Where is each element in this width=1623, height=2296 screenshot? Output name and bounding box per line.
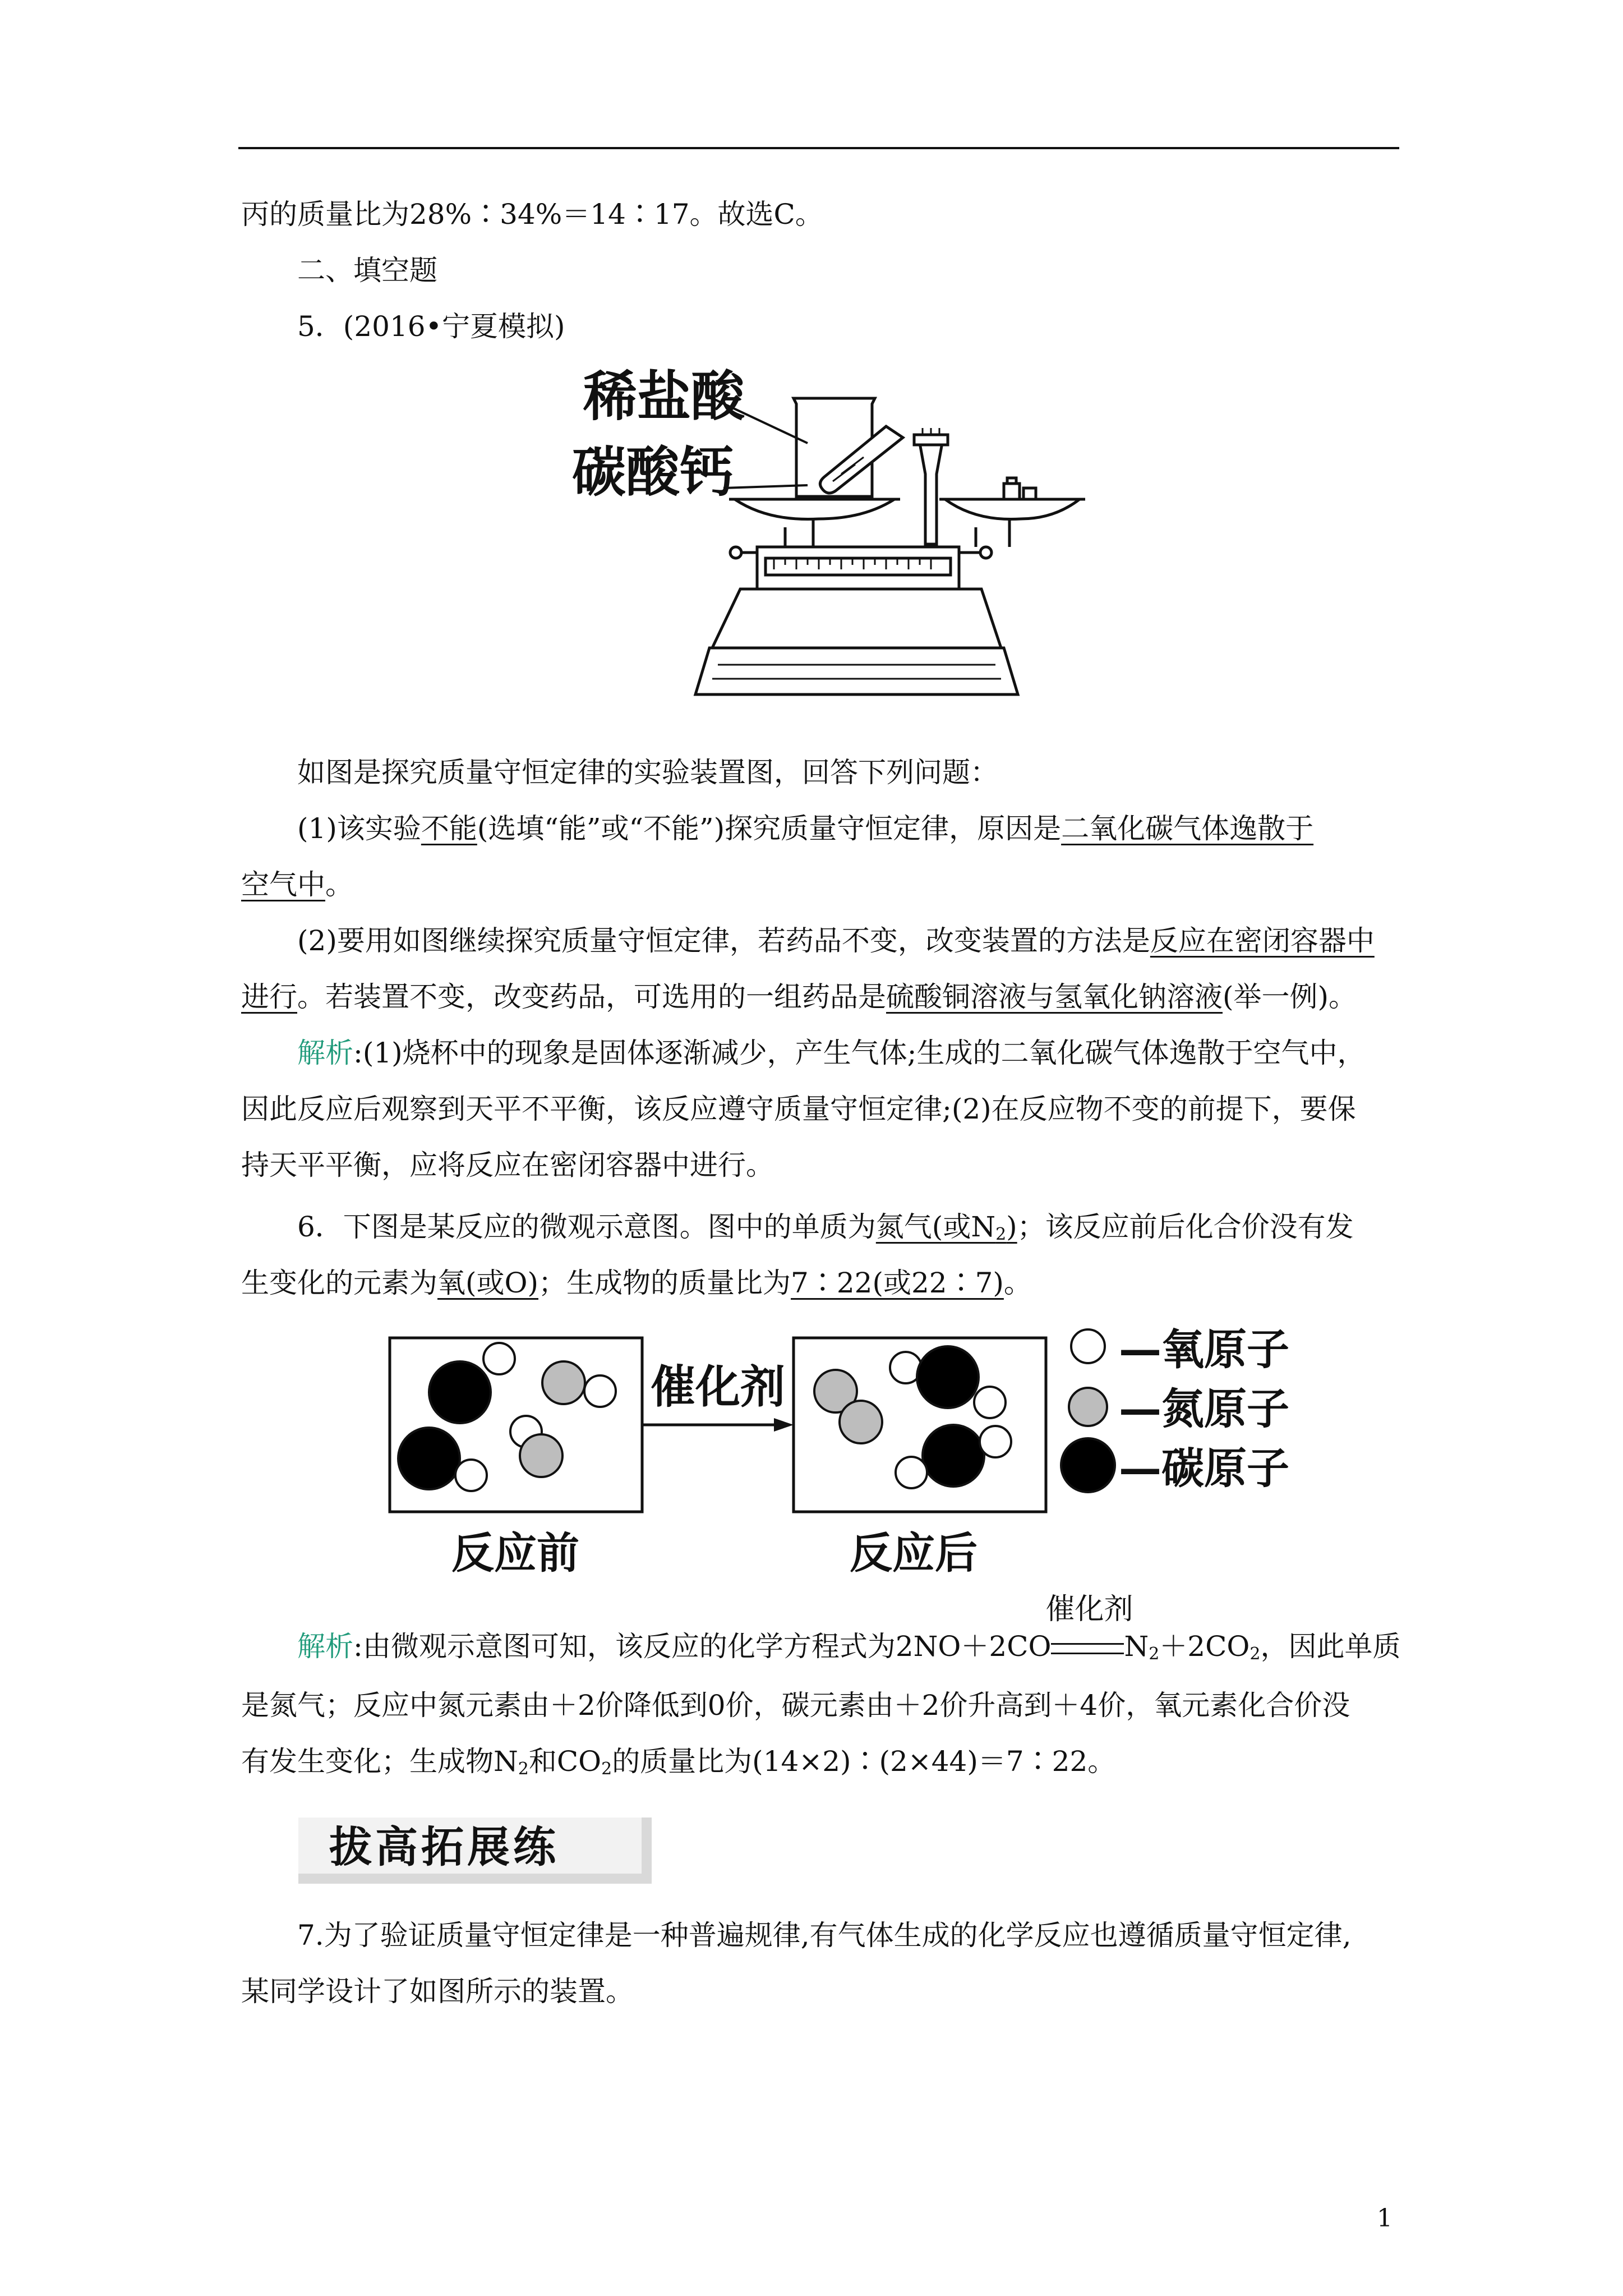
answer-reason-b: 空气中 (241, 868, 325, 901)
legend-nitrogen: —氮原子 (1119, 1384, 1289, 1434)
catalyst-label: 催化剂 (651, 1361, 785, 1413)
q6-line2: 生变化的元素为氧(或O)；生成物的质量比为7∶22(或22∶7)。 (241, 1267, 1032, 1299)
text-line-1: 丙的质量比为28%∶34%＝14∶17。故选C。 (241, 198, 823, 231)
balance-figure (572, 359, 1122, 701)
analysis-label-2: 解析 (297, 1630, 353, 1663)
q5-part2-line1: (2)要用如图继续探究质量守恒定律，若药品不变，改变装置的方法是反应在密闭容器中 (297, 924, 1375, 957)
q7-line2: 某同学设计了如图所示的装置。 (241, 1975, 634, 2008)
q5-part1-line2: 空气中。 (241, 868, 353, 901)
answer-method-a: 反应在密闭容器中 (1150, 924, 1375, 957)
q5-analysis-line2: 因此反应后观察到天平不平衡，该反应遵守质量守恒定律;(2)在反应物不变的前提下，要保 (241, 1093, 1356, 1125)
analysis-label: 解析 (297, 1037, 353, 1069)
oxygen-atom-marker (1071, 1329, 1105, 1363)
legend-carbon: —碳原子 (1119, 1443, 1289, 1493)
legend-markers (1061, 1329, 1115, 1492)
page-number: 1 (1377, 2204, 1393, 2233)
before-molecules (398, 1343, 616, 1491)
answer-reason-a: 二氧化碳气体逸散于 (1061, 812, 1314, 845)
section-banner (298, 1818, 652, 1884)
banner-title: 拔高拓展练 (329, 1822, 559, 1872)
header-rule (238, 147, 1399, 149)
q5-part1-line1: (1)该实验不能(选填“能”或“不能”)探究质量守恒定律，原因是二氧化碳气体逸散于 (297, 812, 1314, 845)
after-label: 反应后 (850, 1528, 978, 1576)
legend-oxygen: —氧原子 (1119, 1324, 1289, 1374)
q5-part2-line2: 进行。若装置不变，改变药品，可选用的一组药品是硫酸铜溶液与氢氧化钠溶液(举一例)。 (241, 981, 1357, 1013)
answer-reagents: 硫酸铜溶液与氢氧化钠溶液 (886, 981, 1223, 1013)
q5-analysis-line1: 解析:(1)烧杯中的现象是固体逐渐减少，产生气体;生成的二氧化碳气体逸散于空气中， (297, 1037, 1366, 1069)
answer-method-b: 进行 (241, 981, 297, 1013)
q6-analysis-line2: 是氮气；反应中氮元素由＋2价降低到0价，碳元素由＋2价升高到＋4价，氧元素化合价没 (241, 1689, 1350, 1722)
label-dilute-hcl: 稀盐酸 (583, 365, 745, 428)
answer-mass-ratio: 7∶22(或22∶7) (791, 1267, 1004, 1299)
equation-arrow: 催化剂 (1051, 1630, 1124, 1663)
q6-analysis-line1: 解析:由微观示意图可知，该反应的化学方程式为2NO＋2CO 催化剂 $N_2+2CO_2$，因此单质 (297, 1593, 1401, 1664)
label-calcium-carbonate: 碳酸钙 (572, 441, 734, 504)
reaction-diagram (387, 1318, 1318, 1576)
answer-element: 氮气(或$N_2$) (875, 1211, 1017, 1244)
carbon-atom-marker (1061, 1438, 1115, 1492)
question-5-header: 5．(2016•宁夏模拟) (297, 310, 565, 343)
q5-analysis-line3: 持天平平衡，应将反应在密闭容器中进行。 (241, 1149, 774, 1181)
q5-intro: 如图是探究质量守恒定律的实验装置图，回答下列问题： (297, 756, 998, 789)
answer-oxygen: 氧(或O) (437, 1267, 539, 1299)
section-heading: 二、填空题 (297, 254, 437, 287)
after-molecules (814, 1346, 1011, 1488)
nitrogen-atom-marker (1069, 1388, 1107, 1426)
before-label: 反应前 (451, 1528, 579, 1576)
q6-line1: 6．下图是某反应的微观示意图。图中的单质为氮气(或$N_2$)；该反应前后化合价没有发 (297, 1211, 1354, 1244)
answer-cannot: 不能 (421, 812, 477, 845)
q7-line1: 7.为了验证质量守恒定律是一种普遍规律,有气体生成的化学反应也遵循质量守恒定律, (297, 1919, 1352, 1952)
q6-analysis-line3: 有发生变化；生成物$N_2$和$CO_2$的质量比为(14×2)∶(2×44)＝7∶22。 (241, 1745, 1116, 1779)
